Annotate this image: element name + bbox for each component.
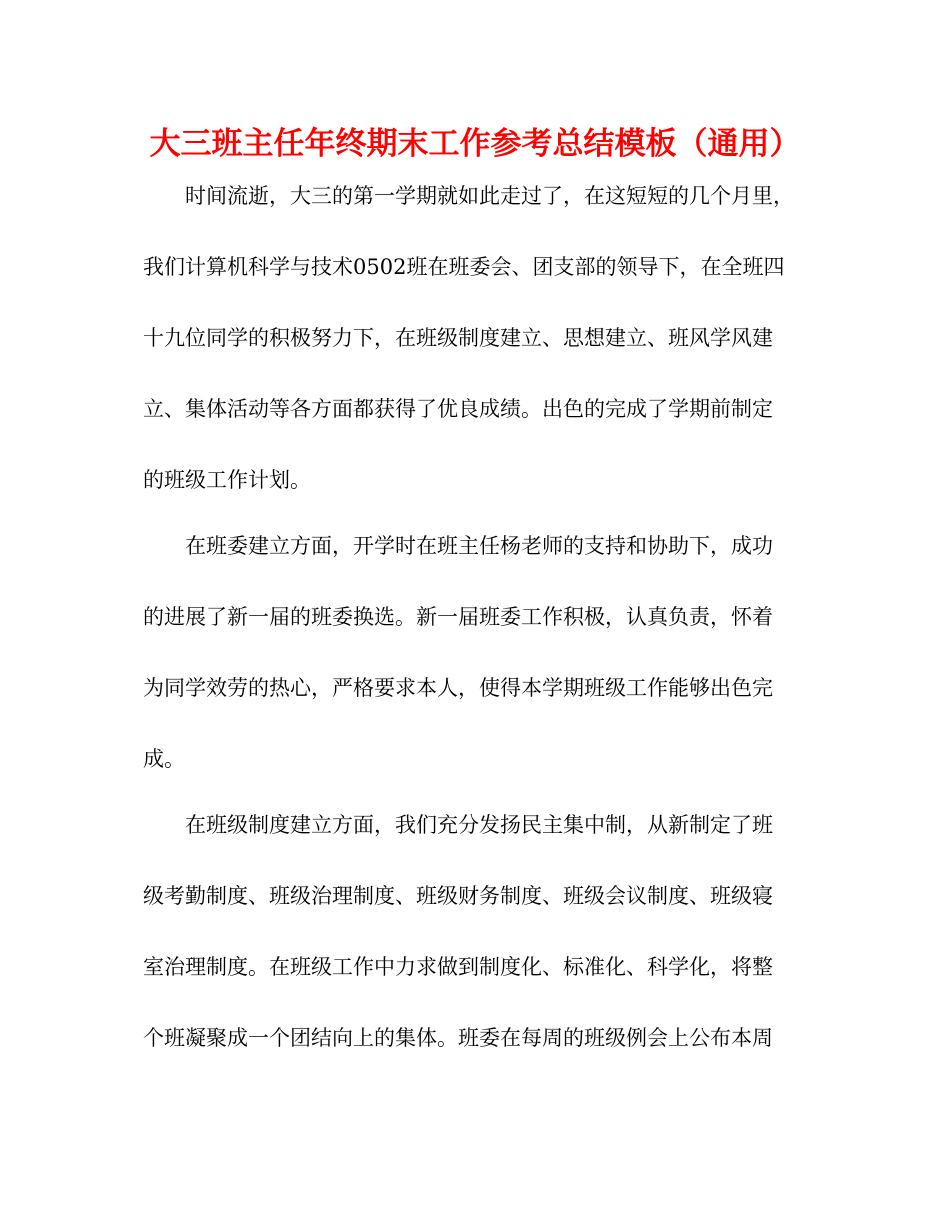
- paragraph-line: 时间流逝，大三的第一学期就如此走过了，在这短短的几个月里，: [185, 184, 794, 208]
- paragraph-line: 在班级制度建立方面，我们充分发扬民主集中制，从新制定了班: [185, 813, 773, 837]
- document-title: 大三班主任年终期末工作参考总结模板（通用）: [149, 126, 801, 162]
- paragraph-line: 室治理制度。在班级工作中力求做到制度化、标准化、科学化，将整: [143, 955, 773, 979]
- paragraph-line: 在班委建立方面，开学时在班主任杨老师的支持和协助下，成功: [185, 534, 773, 558]
- paragraph-line: 的班级工作计划。: [143, 468, 311, 492]
- paragraph-line: 的进展了新一届的班委换选。新一届班委工作积极，认真负责，怀着: [143, 605, 773, 629]
- paragraph-line: 个班凝聚成一个团结向上的集体。班委在每周的班级例会上公布本周: [143, 1026, 773, 1050]
- paragraph-line: 立、集体活动等各方面都获得了优良成绩。出色的完成了学期前制定: [143, 397, 773, 421]
- paragraph-line: 为同学效劳的热心，严格要求本人，使得本学期班级工作能够出色完: [143, 676, 773, 700]
- paragraph-line: 成。: [143, 747, 185, 771]
- paragraph-line: 级考勤制度、班级治理制度、班级财务制度、班级会议制度、班级寝: [143, 884, 773, 908]
- paragraph-line: 十九位同学的积极努力下，在班级制度建立、思想建立、班风学风建: [143, 326, 773, 350]
- paragraph-line: 我们计算机科学与技术0502班在班委会、团支部的领导下，在全班四: [143, 255, 785, 279]
